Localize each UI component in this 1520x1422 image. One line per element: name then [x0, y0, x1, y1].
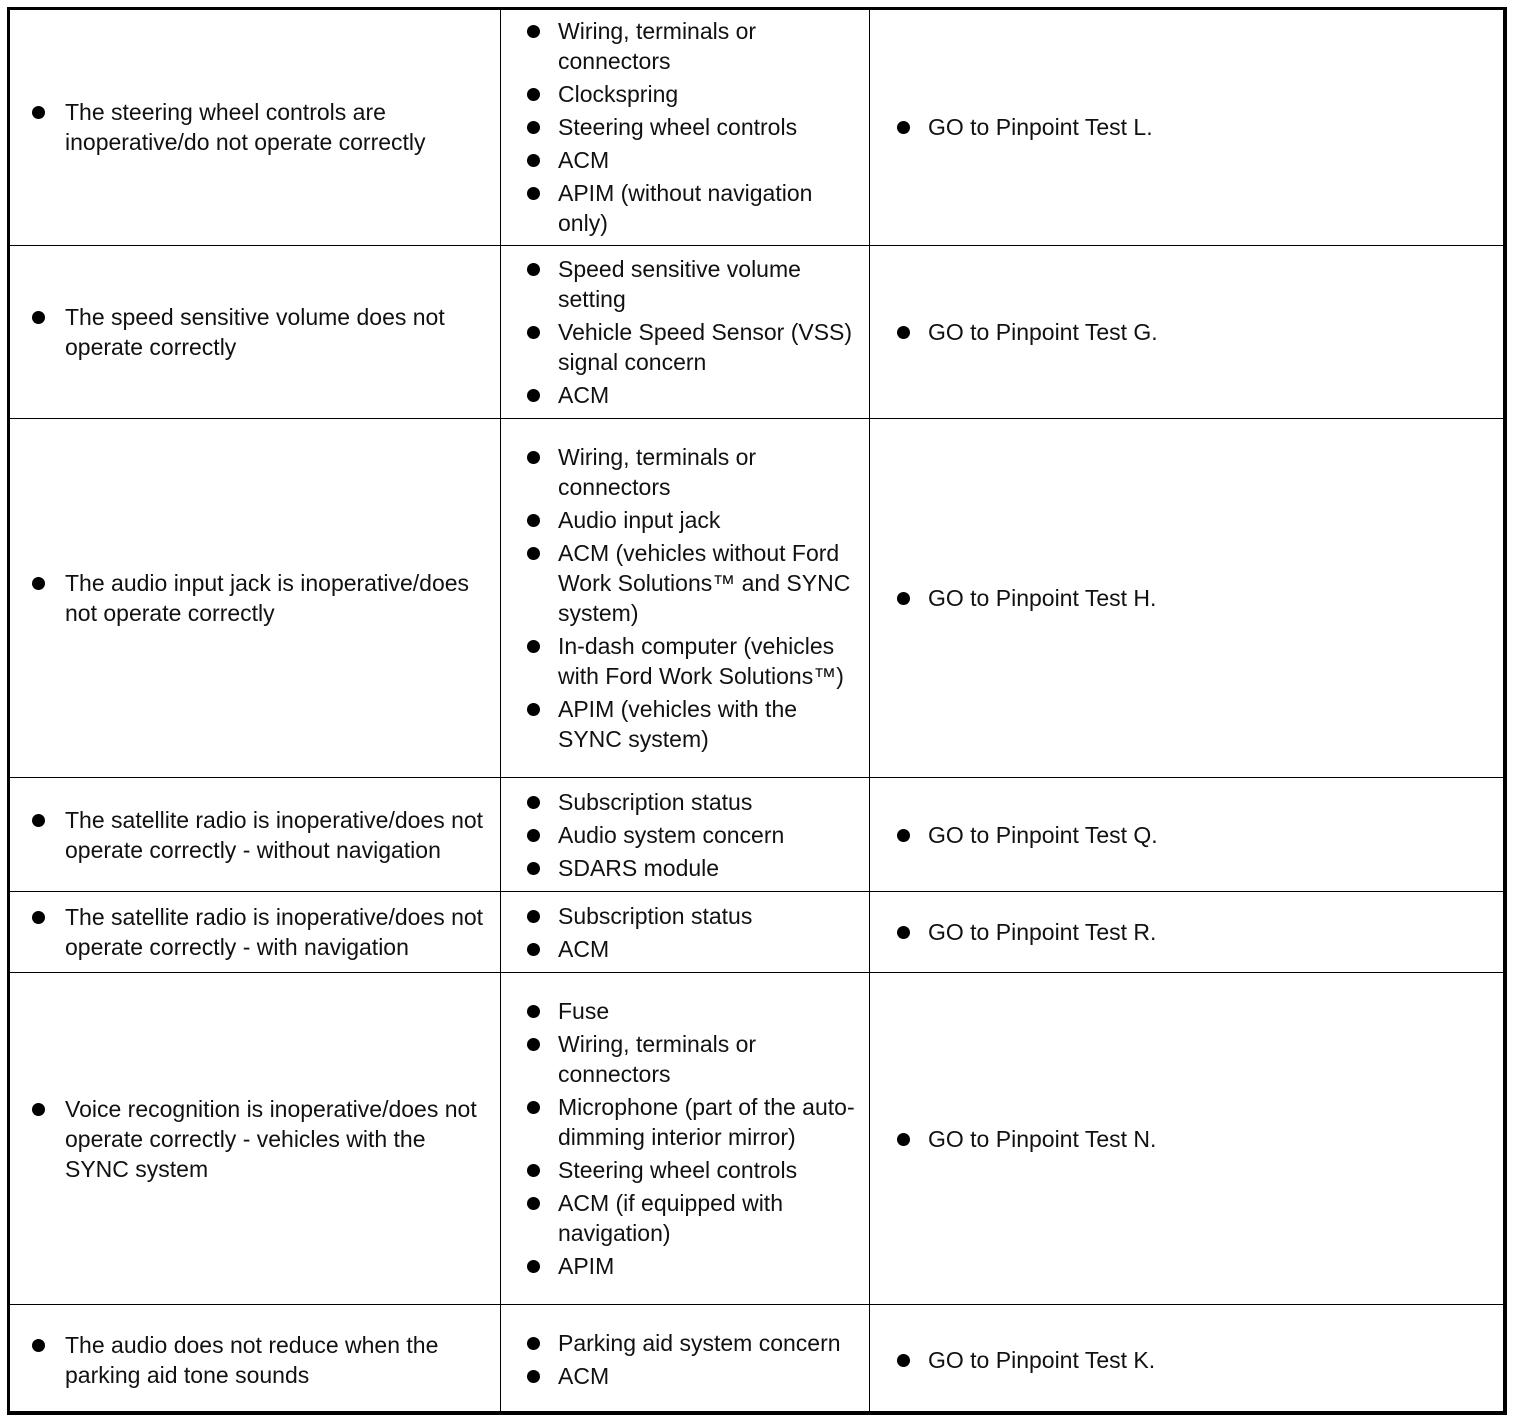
source-item: ACM — [501, 1361, 869, 1391]
bullet-icon — [527, 25, 540, 38]
bullet-icon — [527, 187, 540, 200]
bullet-icon — [897, 326, 910, 339]
bullet-icon — [527, 829, 540, 842]
condition-item: Voice recognition is inoperative/does not operate correctly - vehicles with the SYNC system — [8, 1094, 500, 1184]
bullet-icon — [897, 926, 910, 939]
condition-item: The audio does not reduce when the parking aid tone sounds — [8, 1330, 500, 1390]
action-cell — [870, 1305, 1507, 1415]
action-item: GO to Pinpoint Test Q. — [870, 820, 1506, 850]
bullet-icon — [527, 1370, 540, 1383]
action-cell — [870, 419, 1507, 778]
bullet-icon — [897, 1354, 910, 1367]
bullet-icon — [32, 577, 45, 590]
source-item: ACM — [501, 145, 869, 175]
condition-cell — [8, 419, 501, 778]
bullet-icon — [527, 1260, 540, 1273]
source-item: Steering wheel controls — [501, 1155, 869, 1185]
bullet-icon — [527, 263, 540, 276]
bullet-icon — [527, 547, 540, 560]
bullet-icon — [527, 1164, 540, 1177]
condition-item: The satellite radio is inoperative/does not operate correctly - without navigation — [8, 805, 500, 865]
source-item: ACM (vehicles without Ford Work Solutions™ and SYNC system) — [501, 538, 869, 628]
bullet-icon — [32, 1339, 45, 1352]
action-item: GO to Pinpoint Test N. — [870, 1124, 1506, 1154]
action-cell — [870, 8, 1507, 246]
source-item: APIM (without navigation only) — [501, 178, 869, 238]
action-cell — [870, 778, 1507, 892]
bullet-icon — [527, 389, 540, 402]
symptom-chart-table — [7, 7, 1507, 1415]
bullet-icon — [527, 88, 540, 101]
source-item: APIM — [501, 1251, 869, 1281]
bullet-icon — [32, 106, 45, 119]
bullet-icon — [527, 1197, 540, 1210]
bullet-icon — [527, 703, 540, 716]
bullet-icon — [897, 121, 910, 134]
source-item: Microphone (part of the auto-dimming interior mirror) — [501, 1092, 869, 1152]
bullet-icon — [32, 814, 45, 827]
bullet-icon — [527, 640, 540, 653]
table-row — [8, 973, 1507, 1305]
table-row — [8, 778, 1507, 892]
possible-sources-cell — [501, 892, 870, 973]
bullet-icon — [527, 121, 540, 134]
action-item: GO to Pinpoint Test L. — [870, 112, 1506, 142]
source-item: SDARS module — [501, 853, 869, 883]
condition-cell — [8, 778, 501, 892]
bullet-icon — [527, 1337, 540, 1350]
possible-sources-cell — [501, 778, 870, 892]
source-item: Audio input jack — [501, 505, 869, 535]
bullet-icon — [527, 862, 540, 875]
source-item: Wiring, terminals or connectors — [501, 16, 869, 76]
action-item: GO to Pinpoint Test G. — [870, 317, 1506, 347]
possible-sources-cell — [501, 973, 870, 1305]
bullet-icon — [527, 943, 540, 956]
source-item: ACM — [501, 934, 869, 964]
action-cell — [870, 973, 1507, 1305]
bullet-icon — [527, 796, 540, 809]
bullet-icon — [527, 910, 540, 923]
condition-item: The steering wheel controls are inoperative/do not operate correctly — [8, 97, 500, 157]
source-item: Fuse — [501, 996, 869, 1026]
condition-cell — [8, 8, 501, 246]
condition-item: The speed sensitive volume does not operate correctly — [8, 302, 500, 362]
bullet-icon — [527, 451, 540, 464]
possible-sources-cell — [501, 246, 870, 419]
table-row — [8, 419, 1507, 778]
action-item: GO to Pinpoint Test K. — [870, 1345, 1506, 1375]
condition-cell — [8, 973, 501, 1305]
possible-sources-cell — [501, 419, 870, 778]
bullet-icon — [32, 1103, 45, 1116]
action-item: GO to Pinpoint Test R. — [870, 917, 1506, 947]
bullet-icon — [527, 1005, 540, 1018]
bullet-icon — [527, 1038, 540, 1051]
possible-sources-cell — [501, 8, 870, 246]
source-item: Vehicle Speed Sensor (VSS) signal concern — [501, 317, 869, 377]
source-item: Steering wheel controls — [501, 112, 869, 142]
source-item: Wiring, terminals or connectors — [501, 1029, 869, 1089]
source-item: Wiring, terminals or connectors — [501, 442, 869, 502]
source-item: Speed sensitive volume setting — [501, 254, 869, 314]
table-row — [8, 892, 1507, 973]
source-item: APIM (vehicles with the SYNC system) — [501, 694, 869, 754]
condition-item: The audio input jack is inoperative/does not operate correctly — [8, 568, 500, 628]
source-item: In-dash computer (vehicles with Ford Work Solutions™) — [501, 631, 869, 691]
source-item: Subscription status — [501, 787, 869, 817]
action-cell — [870, 246, 1507, 419]
action-item: GO to Pinpoint Test H. — [870, 583, 1506, 613]
table-row — [8, 246, 1507, 419]
source-item: Parking aid system concern — [501, 1328, 869, 1358]
bullet-icon — [527, 154, 540, 167]
bullet-icon — [32, 311, 45, 324]
condition-cell — [8, 1305, 501, 1415]
table-row — [8, 8, 1507, 246]
bullet-icon — [527, 514, 540, 527]
bullet-icon — [897, 1133, 910, 1146]
source-item: Audio system concern — [501, 820, 869, 850]
condition-cell — [8, 892, 501, 973]
bullet-icon — [897, 592, 910, 605]
source-item: ACM — [501, 380, 869, 410]
source-item: Subscription status — [501, 901, 869, 931]
table-row — [8, 1305, 1507, 1415]
bullet-icon — [527, 326, 540, 339]
source-item: ACM (if equipped with navigation) — [501, 1188, 869, 1248]
bullet-icon — [897, 829, 910, 842]
bullet-icon — [527, 1101, 540, 1114]
action-cell — [870, 892, 1507, 973]
source-item: Clockspring — [501, 79, 869, 109]
condition-cell — [8, 246, 501, 419]
bullet-icon — [32, 911, 45, 924]
condition-item: The satellite radio is inoperative/does not operate correctly - with navigation — [8, 902, 500, 962]
possible-sources-cell — [501, 1305, 870, 1415]
